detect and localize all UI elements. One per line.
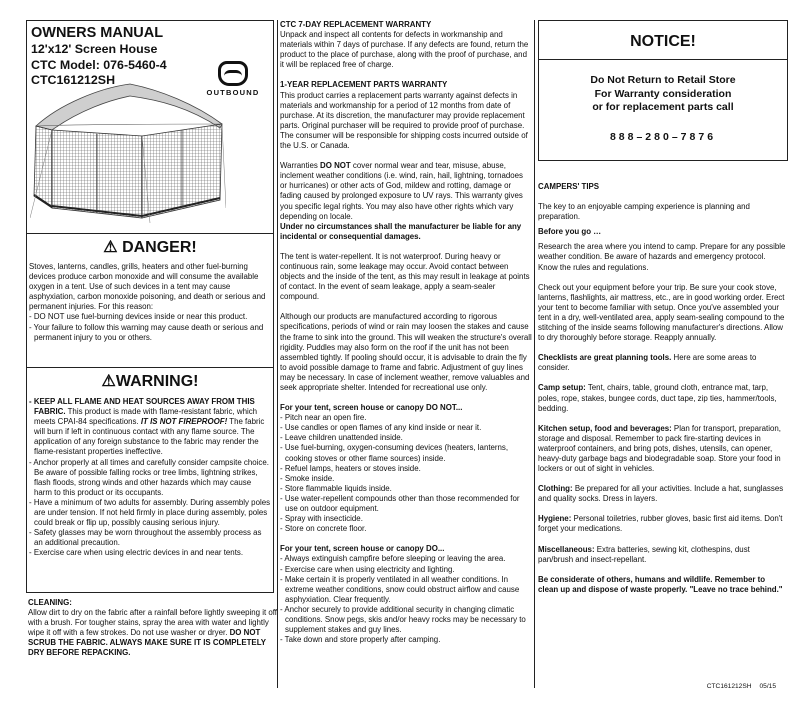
warning-flame-text-2: The fabric will burn if left in continuous contact with any flame source. The application of any foreign substance to the fabric may render the flame-resistant properties ineffective. [34, 417, 265, 457]
column-divider [534, 20, 535, 688]
dos-title: For your tent, screen house or canopy DO... [280, 544, 445, 554]
camp-setup-tip [538, 383, 786, 413]
do-item: - Make certain it is properly ventilated in all weather conditions. In extreme weather conditions, snow could obstruct airflow and cause asphyxiation. Clear frequently. [280, 574, 520, 604]
cleaning-section [28, 598, 278, 659]
clothing-text: Be prepared for all your activities. Include a hat, sunglasses and quality socks. Dress in layers. [538, 484, 784, 504]
camp-label: Camp setup: [538, 383, 586, 393]
warning-item: - Exercise care when using electric devices in and near tents. [29, 548, 244, 558]
dont-item: - Pitch near an open fire. [280, 413, 367, 423]
warning-flame-text: This product is made with flame-resistant fabric, which meets CPAI-84 specifications. [34, 407, 258, 427]
dont-item: - Use water-repellent compounds other than those recommended for use on outdoor equipment. [280, 493, 520, 514]
warning-item: - Safety glasses may be worn throughout the assembly process as an additional precaution. [29, 528, 262, 548]
warranty-column [280, 20, 532, 645]
checklist-tip [538, 353, 786, 373]
manual-title: OWNERS MANUAL [31, 25, 164, 41]
warning-triangle-icon: ⚠ [101, 373, 116, 390]
danger-warning-icon: ⚠ [103, 239, 118, 256]
danger-item: - Your failure to follow this warning may cause death or serious and permanent injury to you or others. [29, 322, 264, 342]
warning-flame-heading: - KEEP ALL FLAME AND HEAT SOURCES AWAY FROM THIS FABRIC. [29, 397, 255, 417]
hygiene-label: Hygiene: [538, 514, 572, 524]
warranty-liability: Under no circumstances shall the manufacturer be liable for any incidental or consequential damages. [280, 221, 522, 241]
clothing-tip [538, 484, 786, 504]
danger-item: - DO NOT use fuel-burning devices inside or near this product. [29, 312, 248, 322]
warning-heading [27, 372, 273, 391]
dont-item: - Smoke inside. [280, 473, 335, 483]
kitchen-label: Kitchen setup, food and beverages: [538, 423, 672, 433]
screen-house-illustration [30, 78, 226, 223]
warranty-coverage [280, 161, 532, 222]
dont-item: - Leave children unattended inside. [280, 433, 403, 443]
warranty-1y-body: This product carries a replacement parts warranty against defects in materials and workmanship for a period of 12 months from date of purchase. At its discretion, the manufacturer may provide replacement parts. Original purchaser will be required to provide proof of purchase. The consumer will be responsible for shipping costs incurred outside of the U.S. or Canada. [280, 90, 528, 151]
footer-date: 05/15 [759, 683, 776, 690]
tips-title: CAMPERS' TIPS [538, 182, 600, 191]
danger-panel [26, 234, 274, 368]
notice-lines [539, 74, 787, 115]
notice-line: or for replacement parts call [592, 101, 734, 113]
hygiene-text: Personal toiletries, rubber gloves, basic first aid items. Don't forget your medications. [538, 514, 783, 534]
warning-item [29, 397, 271, 458]
before-text: Check out your equipment before your trip. Be sure your cook stove, lanterns, flashlights, air mattress, etc., are in good working order. Erect your tent to become familiar with setup. Once you've assembled your tent in a dry, well-ventilated area, apply seam-sealing compound to the stitching of the inside seams following manufacturer's directions. Allow to dry thoroughly before storage. Reapply annually. [538, 282, 785, 343]
coverage-text: cover normal wear and tear, misuse, abuse, inclement weather conditions (i.e. wind, rain, hail, lightning, tornadoes or hurricanes) or other acts of God, mildew and rotting, damage or fading caused by prolonged exposure to UV rays. This warranty gives you specific legal rights. You may also have other rights which vary depending on locale. [280, 161, 523, 221]
misc-text: Extra batteries, sewing kit, clothespins, dust pan/brush and insect-repellant. [538, 544, 750, 564]
dont-item: - Refuel lamps, heaters or stoves inside. [280, 463, 421, 473]
footer-code: CTC161212SH [706, 683, 752, 690]
tips-intro: The key to an enjoyable camping experience is planning and preparation. [538, 202, 750, 222]
cleaning-text [28, 608, 278, 658]
warranty-7-title: CTC 7-DAY REPLACEMENT WARRANTY [280, 20, 432, 29]
notice-panel [538, 20, 788, 161]
support-phone: 888–280–7876 [609, 130, 717, 143]
closing-note: Be considerate of others, humans and wildlife. Remember to clean up and dispose of waste properly. "Leave no trace behind." [538, 574, 783, 594]
cleaning-bold-note: DO NOT SCRUB THE FABRIC. ALWAYS MAKE SURE IT IS COMPLETELY DRY BEFORE REPACKING. [28, 628, 266, 658]
coverage-do-not: DO NOT [320, 161, 351, 171]
product-sku: CTC161212SH [31, 73, 116, 87]
before-text: Research the area where you intend to camp. Prepare for any possible weather condition. Be aware of hazards and emergency protocol. Know the rules and regulations. [538, 242, 786, 272]
product-name: 12'x12' Screen House [31, 42, 158, 56]
dont-item: - Store on concrete floor. [280, 524, 367, 534]
coverage-lead: Warranties [280, 161, 321, 171]
warning-title: WARNING! [115, 373, 199, 390]
misc-tip [538, 545, 786, 565]
kitchen-tip [538, 424, 786, 474]
danger-heading [27, 238, 273, 257]
before-title: Before you go … [538, 227, 602, 237]
do-item: - Anchor securely to provide additional security in changing climatic conditions. Snow pegs, skis and/or heavy rocks may be necessary to supplement stakes and guy lines. [280, 604, 526, 635]
checklist-text: Here are some areas to consider. [538, 353, 757, 373]
danger-body [27, 257, 273, 343]
misc-label: Miscellaneous: [538, 544, 595, 554]
warranty-1y-title: 1-YEAR REPLACEMENT PARTS WARRANTY [280, 80, 448, 90]
dont-item: - Spray with insecticide. [280, 514, 363, 524]
do-item: - Take down and store properly after camping. [280, 635, 441, 645]
warning-panel [26, 368, 274, 593]
notice-divider [539, 59, 787, 60]
checklist-label: Checklists are great planning tools. [538, 353, 672, 363]
notice-line: Do Not Return to Retail Store [590, 74, 736, 86]
camp-text: Tent, chairs, table, ground cloth, entrance mat, tarp, poles, rope, stakes, bungee cords, duct tape, zip ties, hammer/tools, bedding. [538, 383, 777, 413]
warning-body [27, 391, 273, 559]
donts-title: For your tent, screen house or canopy DO NOT... [280, 403, 463, 413]
dont-item: - Use fuel-burning, oxygen-consuming devices (heaters, lanterns, cooking stoves or other flame sources) inside. [280, 443, 509, 463]
do-item: - Exercise care when using electricity and lighting. [280, 564, 455, 574]
kitchen-text: Plan for transport, preparation, storage and disposal. Remember to pack fire-starting devices in waterproof containers, and bring pots, dishes, utensils, can opener, heavy-duty garbage bags and biodegradable soap. Store your food in lockers or out of sight in vehicles. [538, 423, 781, 474]
danger-title: DANGER! [122, 239, 197, 256]
cleaning-body: Allow dirt to dry on the fabric after a rainfall before lightly sweeping it off with a brush. For tougher stains, spray the area with water and lightly wipe it off with a few strokes. Do not use washer or dryer. [28, 608, 277, 638]
weather-text: Although our products are manufactured according to rigorous specifications, periods of wind or rain may loosen the stakes and cause the frame to sink into the ground. This will weaken the structure's overall rigidity. Puddles may also form on the roof if the unit has not been assembled tightly. If pooling should occur, it is advisable to drain the fly to avoid possible damage to frame and fabric. Adjustment of guy lines may be necessary. In case of inclement weather, remove valuables and seek appropriate shelter. Intended for recreational use only. [280, 312, 532, 392]
notice-line: For Warranty consideration [594, 87, 732, 100]
column-divider [277, 20, 278, 688]
warning-not-fireproof: IT IS NOT FIREPROOF! [140, 417, 228, 427]
warranty-7-body: Unpack and inspect all contents for defects in workmanship and materials within 7 days of purchase. If any defects are found, return the product to the place of purchase, along with the proof of purchase, and it will be replaced free of charge. [280, 30, 529, 70]
notice-title: NOTICE! [630, 33, 696, 50]
warning-item: - Anchor properly at all times and carefully consider campsite choice. Be aware of possible falling rocks or tree limbs, lightning strikes, flash floods, strong winds and other hazards which may cause harm to this product or its occupants. [29, 457, 269, 497]
ctc-model: CTC Model: 076-5460-4 [31, 57, 167, 72]
brand-name: OUTBOUND [206, 88, 260, 97]
hygiene-tip [538, 514, 786, 534]
dont-item: - Use candles or open flames of any kind inside or near it. [280, 423, 482, 433]
danger-text: Stoves, lanterns, candles, grills, heaters and other fuel-burning devices produce carbon monoxide and will consume the available oxygen in a tent. Use of such devices in a tent may cause asphyxiation, carbon monoxide poisoning, and death or serious and permanent injuries. For this reason: [29, 262, 266, 312]
dont-item: - Store flammable liquids inside. [280, 483, 392, 493]
page-footer [699, 683, 776, 690]
do-item: - Always extinguish campfire before sleeping or leaving the area. [280, 554, 506, 564]
campers-tips [538, 182, 786, 595]
clothing-label: Clothing: [538, 484, 573, 494]
warning-item: - Have a minimum of two adults for assembly. During assembly poles are under tension. If not held firmly in place during assembly, poles could break or flip up, possibly causing serious injury. [29, 497, 271, 528]
water-repellent-text: The tent is water-repellent. It is not waterproof. During heavy or continuous rain, some leakage may occur. Avoid contact between objects and the inside of the tent, as this may result in leakage at points of contact. In the event of seam leakage, apply a seam-sealer compound. [280, 251, 530, 302]
cleaning-title: CLEANING: [28, 598, 72, 607]
